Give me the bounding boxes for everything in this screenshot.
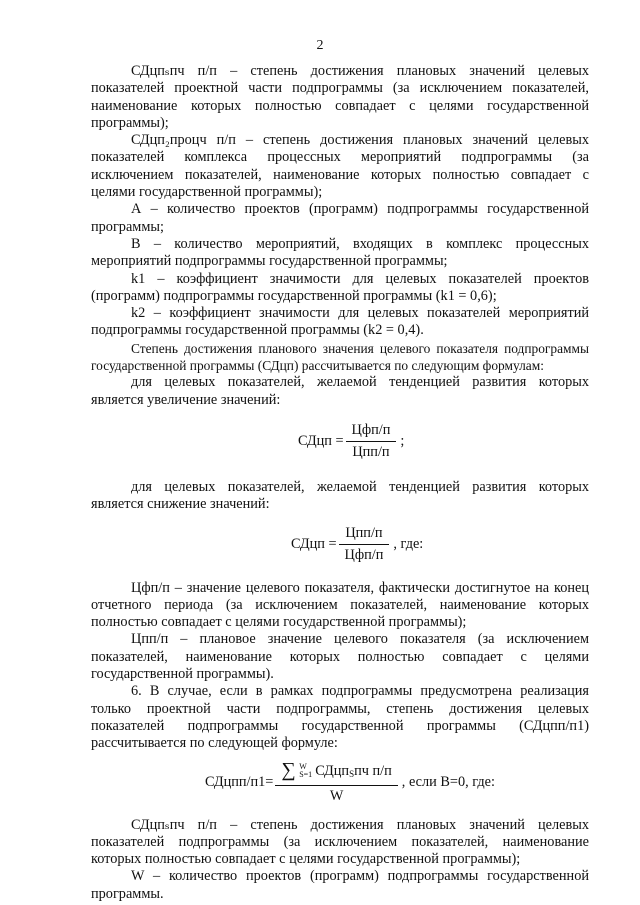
paragraph-sdcp-process: СДцп₂процч п/п – степень достижения плановых значений целевых показателей комплекса процессных мероприятий подпрограммы (за исключением показателей, наименование которых полностью совпадает с целями государственной программы); xyxy=(91,132,589,201)
paragraph-w-definition: W – количество проектов (программ) подпрограммы государственной программы. xyxy=(91,868,589,902)
sum-symbol: ∑ xyxy=(281,758,296,781)
formula-tail: ; xyxy=(400,433,405,450)
fraction xyxy=(339,525,390,565)
sum-term-rest: пч п/п xyxy=(354,762,392,779)
fraction xyxy=(275,758,397,806)
sum-upper-limit: W xyxy=(299,762,307,772)
formula-project-only xyxy=(91,753,589,817)
formula-decrease xyxy=(91,514,589,580)
formula-lhs: СДцп = xyxy=(291,535,337,552)
fraction-numerator: Цпп/п xyxy=(339,525,388,545)
paragraph-sdcp-subprogram: СДцпₛпч п/п – степень достижения плановых значений целевых показателей подпрограммы (за исключением показателей, наименование которых полностью совпадает с целями государственной программы); xyxy=(91,816,589,868)
paragraph-item-6: 6. В случае, если в рамках подпрограммы предусмотрена реализация только проектной части подпрограммы, степень достижения целевых показателей подпрограммы государственной программы (СДцпп/п1) рассчитывается по следующей формуле: xyxy=(91,683,589,752)
paragraph-cfp-definition: Цфп/п – значение целевого показателя, фактически достигнутое на конец отчетного периода (за исключением показателей, наименование которых полностью совпадает с целями государственной программы); xyxy=(91,579,589,631)
fraction-denominator: Цпп/п xyxy=(352,444,390,461)
page-number: 2 xyxy=(316,38,324,53)
formula-tail: , где: xyxy=(393,535,424,552)
fraction-denominator: W xyxy=(329,787,344,804)
formula-lhs: СДцп = xyxy=(298,433,344,450)
formula-increase xyxy=(91,409,589,479)
paragraph-a-definition: А – количество проектов (программ) подпрограммы государственной программы; xyxy=(91,201,589,235)
sum-term: СДцп xyxy=(315,762,350,779)
fraction xyxy=(346,422,397,462)
paragraph-k1-definition: k1 – коэффициент значимости для целевых показателей проектов (программ) подпрограммы государственной программы (k1 = 0,6); xyxy=(91,270,589,304)
sum-lower-limit: S=1 xyxy=(299,770,313,780)
paragraph-sdcp-intro: Степень достижения планового значения целевого показателя подпрограммы государственной программы (СДцп) рассчитывается по следующим формулам: xyxy=(91,340,589,374)
paragraph-decrease-case: для целевых показателей, желаемой тенденцией развития которых является снижение значений: xyxy=(91,478,589,513)
formula-tail: , если В=0, где: xyxy=(401,774,495,791)
fraction-numerator xyxy=(275,758,397,786)
paragraph-increase-case: для целевых показателей, желаемой тенденцией развития которых является увеличение значений: xyxy=(91,374,589,408)
fraction-numerator: Цфп/п xyxy=(346,422,397,442)
sum-limits xyxy=(299,763,312,779)
document-body xyxy=(91,63,589,903)
paragraph-sdcp-project: СДцпₛпч п/п – степень достижения плановых значений целевых показателей проектной части подпрограммы (за исключением показателей, наименование которых полностью совпадает с целями государственной программы); xyxy=(91,63,589,131)
paragraph-cpp-definition: Цпп/п – плановое значение целевого показателя (за исключением показателей, наименование которых полностью совпадает с целями государственной программы). xyxy=(91,631,589,683)
paragraph-b-definition: В – количество мероприятий, входящих в комплекс процессных мероприятий подпрограммы государственной программы; xyxy=(91,235,589,270)
formula-lhs: СДцпп/п1= xyxy=(205,774,274,791)
fraction-denominator: Цфп/п xyxy=(344,546,384,563)
sum-term-subscript: S xyxy=(349,768,355,779)
paragraph-k2-definition: k2 – коэффициент значимости для целевых показателей мероприятий подпрограммы государственной программы (k2 = 0,4). xyxy=(91,305,589,339)
